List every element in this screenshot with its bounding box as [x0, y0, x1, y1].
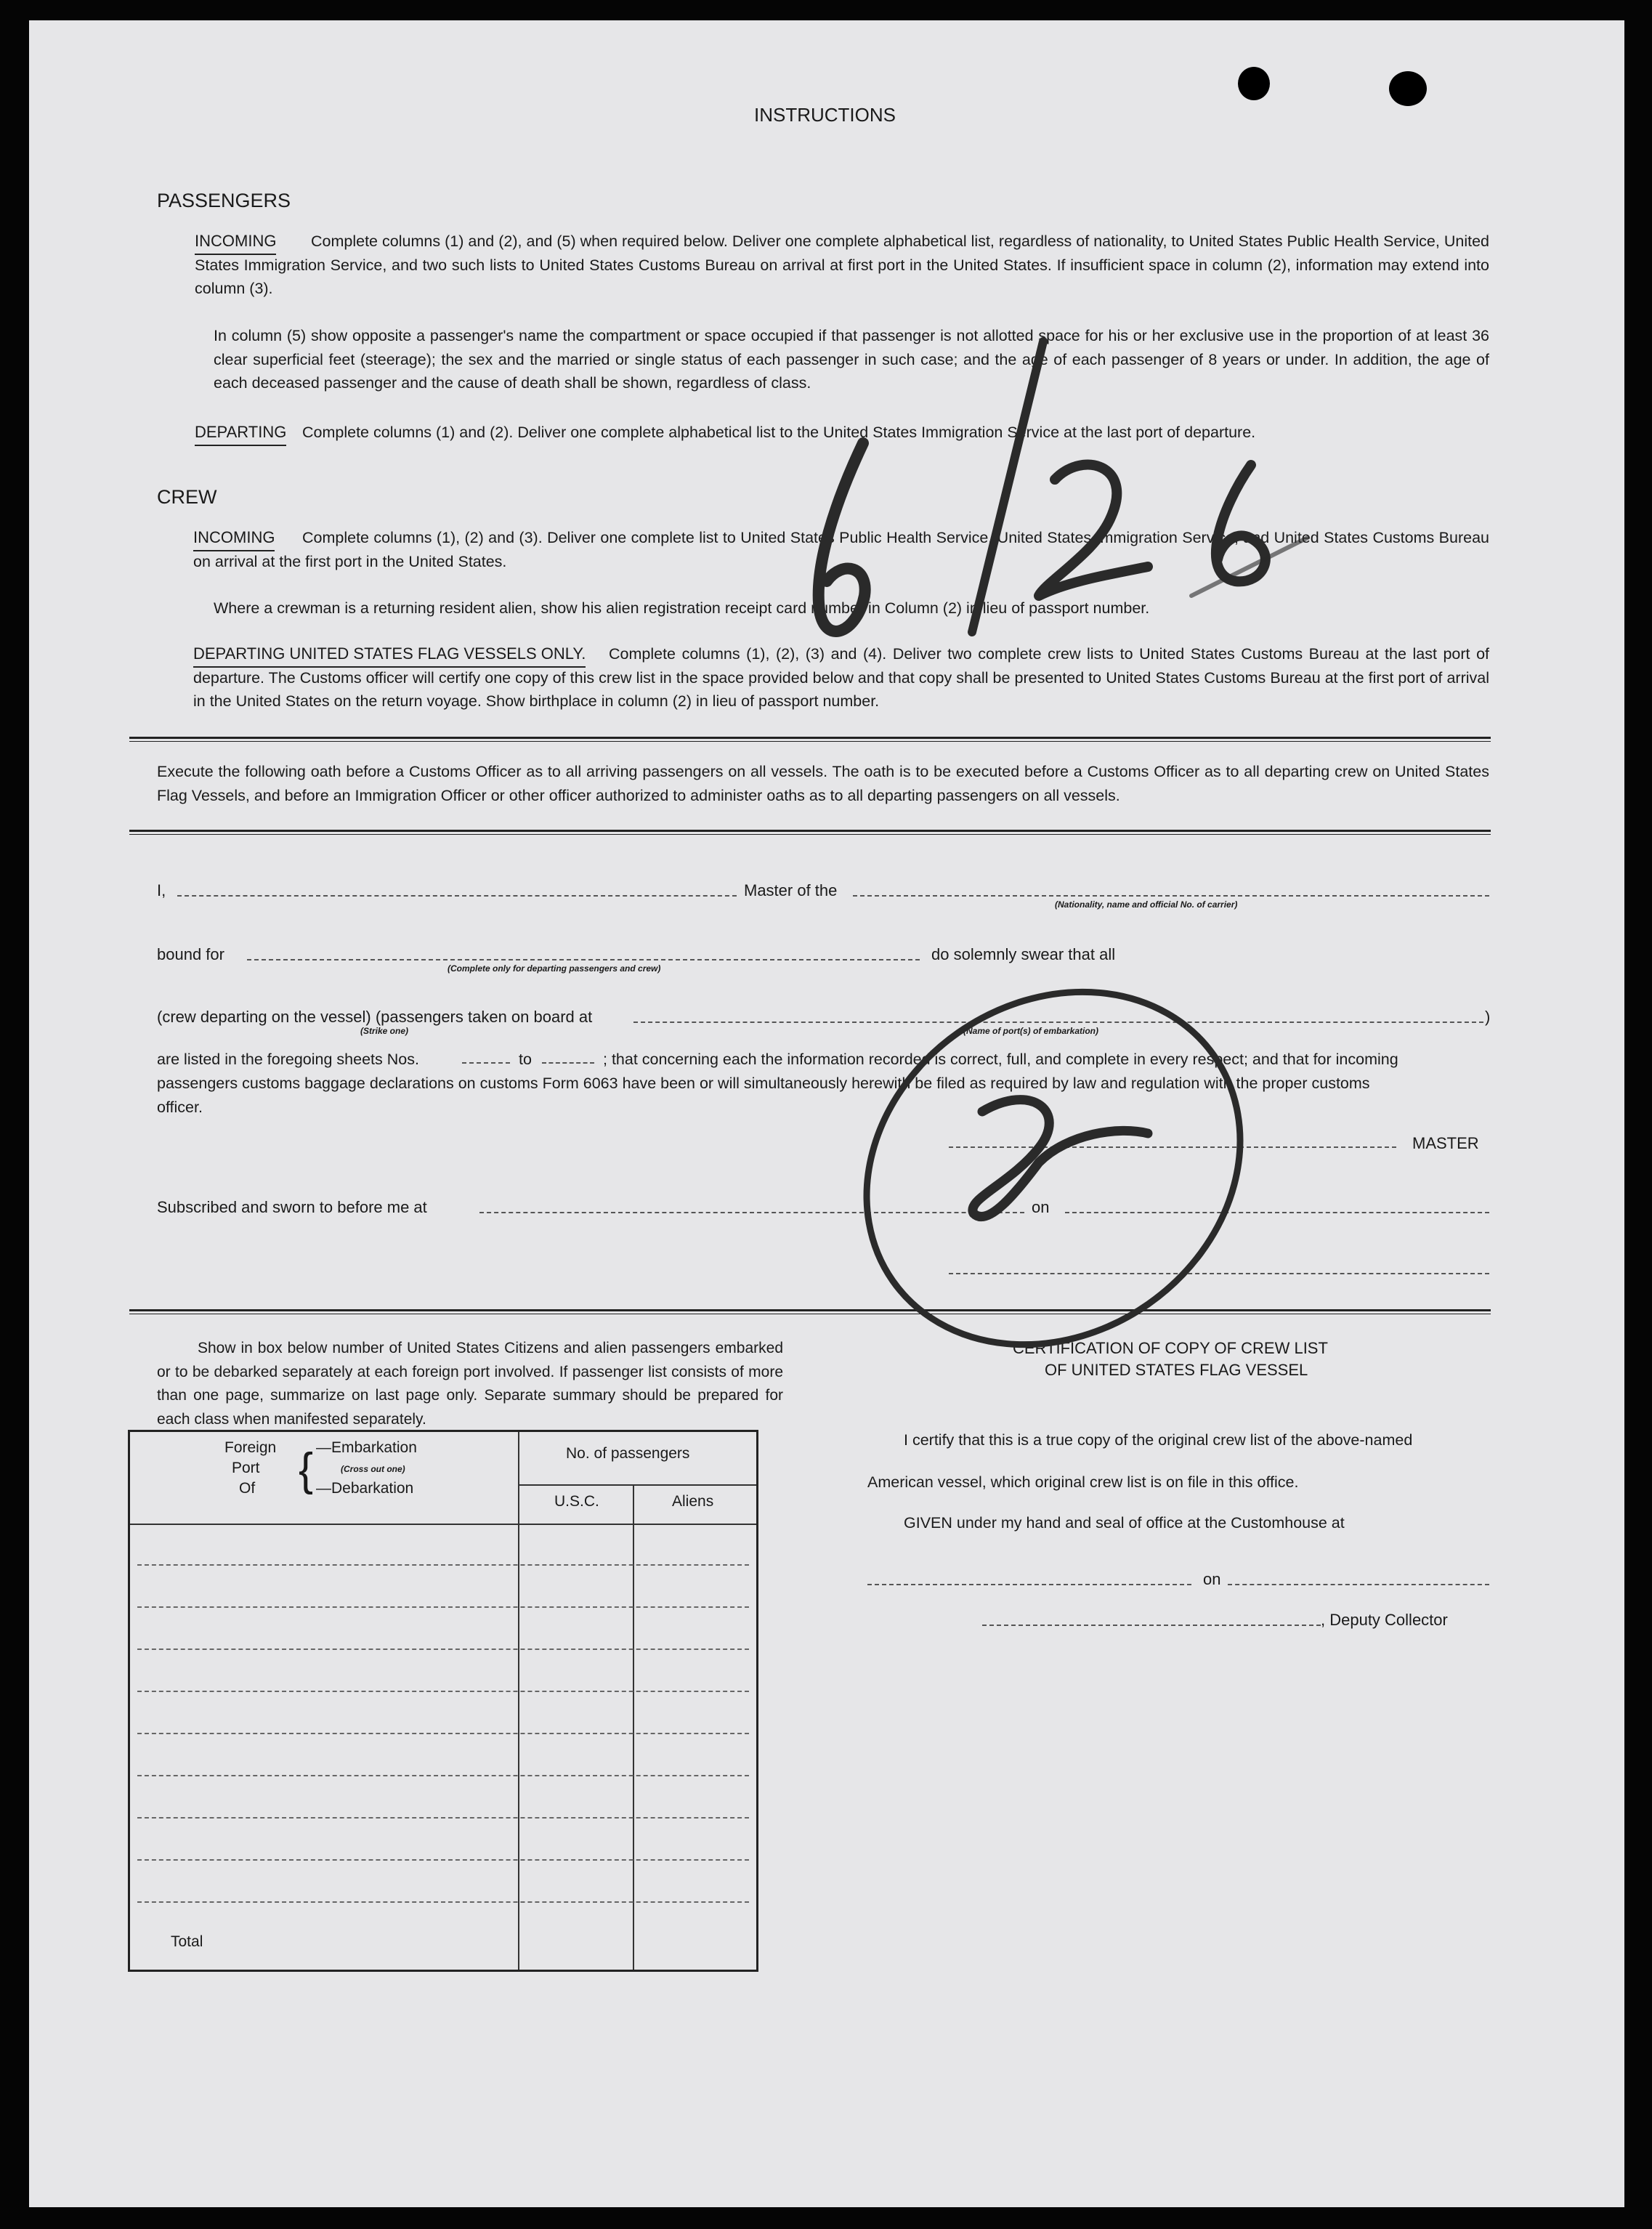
aliens-header: Aliens: [672, 1493, 714, 1510]
handwritten-six: [819, 443, 865, 631]
port-label: Port: [232, 1460, 260, 1476]
summary-instructions: Show in box below number of United States Citizens and alien passengers embarked or to be debarked separately at each foreign port involved. If passenger list consists of more than one page, summarize on last page only. Separate summary should be prepared for each class when manifested separately.: [157, 1340, 783, 1428]
crew-incoming-text-1: Complete columns (1), (2) and (3). Deliver one complete list to United States Public Health Service, United States Immigration Service, and United States Customs Bureau on arrival at the first port in the United States.: [193, 529, 1489, 570]
certification-line-3: GIVEN under my hand and seal of office at the Customhouse at: [904, 1514, 1345, 1532]
crew-incoming-text-2: Where a crewman is a returning resident alien, show his alien registration receipt card number in Column (2) in lieu of passport number.: [214, 599, 1150, 617]
passengers-incoming-label: INCOMING: [195, 230, 276, 255]
certification-on-label: on: [1203, 1570, 1221, 1588]
section-heading-crew: CREW: [157, 486, 217, 508]
listed-label-c: passengers customs baggage declarations on customs Form 6063 have been or will simultaneously herewith be filed as required by law and regulation with the proper customs: [157, 1075, 1370, 1092]
page-title: INSTRUCTIONS: [754, 104, 896, 126]
bound-for-label: bound for: [157, 945, 224, 963]
handwritten-slash: [972, 341, 1043, 632]
passengers-departing-label: DEPARTING: [195, 421, 286, 446]
passengers-incoming-text-2: In column (5) show opposite a passenger's name the compartment or space occupied if that passenger is not allotted space for his or her exclusive use in the proportion of at least 36 clear superficial feet (steerage); the sex and the married or single status of each passenger in such case; and the age of each passenger of 8 years or under. In addition, the age of each deceased passenger and the cause of death shall be shown, regardless of class.: [214, 327, 1489, 392]
subscribed-label: Subscribed and sworn to before me at: [157, 1198, 427, 1216]
handwritten-two: [1039, 465, 1148, 596]
master-label: MASTER: [1412, 1134, 1479, 1152]
listed-label-d: officer.: [157, 1099, 203, 1116]
crew-departing-label-oath: (crew departing on the vessel) (passengers taken on board at: [157, 1008, 593, 1026]
crew-incoming-label: INCOMING: [193, 526, 275, 551]
certification-line-2: American vessel, which original crew list is on file in this office.: [867, 1473, 1299, 1491]
oath-i-label: I,: [157, 881, 166, 899]
crew-departing-label: DEPARTING UNITED STATES FLAG VESSELS ONLY.: [193, 642, 586, 668]
handwritten-stroke: [1191, 538, 1308, 596]
deputy-collector-label: , Deputy Collector: [1321, 1611, 1448, 1629]
certification-title-1: CERTIFICATION OF COPY OF CREW LIST: [1013, 1339, 1328, 1357]
complete-only-note: (Complete only for departing passengers and crew): [448, 963, 661, 974]
nationality-note: (Nationality, name and official No. of carrier): [1055, 899, 1238, 910]
listed-label-a: are listed in the foregoing sheets Nos.: [157, 1051, 419, 1068]
cross-out-note: (Cross out one): [341, 1464, 405, 1474]
ports-note: (Name of port(s) of embarkation): [963, 1026, 1099, 1036]
listed-to-label: to: [519, 1051, 532, 1068]
passengers-incoming-text-1: Complete columns (1) and (2), and (5) when required below. Deliver one complete alphabetical list, regardless of nationality, to United States Public Health Service, United States Immigration Service, and two such lists to United States Customs Bureau on arrival at first port in the United States. If insufficient space in column (2), information may extend into column (3).: [195, 232, 1489, 297]
total-label: Total: [171, 1933, 203, 1950]
of-label: Of: [239, 1480, 256, 1497]
certification-title-2: OF UNITED STATES FLAG VESSEL: [1045, 1361, 1308, 1379]
do-solemnly-label: do solemnly swear that all: [931, 945, 1116, 963]
master-of-the-label: Master of the: [744, 881, 838, 899]
no-of-passengers-header: No. of passengers: [566, 1445, 690, 1462]
section-heading-passengers: PASSENGERS: [157, 190, 291, 211]
listed-label-b: ; that concerning each the information recorded is correct, full, and complete in every respect; and that for incoming: [603, 1051, 1398, 1068]
crew-departing-text-body: Complete columns (1), (2), (3) and (4). Deliver two complete crew lists to United States Customs Bureau at the last port of departure. The Customs officer will certify one copy of this crew list in the space provided below and that copy shall be presented to United States Customs Bureau at the first port of arrival in the United States on the return voyage. Show birthplace in column (2) in lieu of passport number.: [193, 645, 1489, 710]
handwritten-two-circled: [973, 1100, 1148, 1217]
certification-line-1: I certify that this is a true copy of the original crew list of the above-named: [904, 1431, 1413, 1449]
sworn-on-label: on: [1032, 1198, 1050, 1216]
handwritten-circle: [798, 920, 1309, 1416]
embarkation-label: —Embarkation: [316, 1439, 417, 1456]
oath-intro: Execute the following oath before a Customs Officer as to all arriving passengers on all vessels. The oath is to be executed before a Customs Officer as to all departing crew on United States Flag Vessels, and before an Immigration Officer or other officer authorized to administer oaths as to all departing passengers on all vessels.: [157, 763, 1489, 804]
close-paren: ): [1485, 1008, 1491, 1026]
brace-icon: {: [299, 1444, 314, 1495]
debarkation-label: —Debarkation: [316, 1480, 414, 1497]
foreign-label: Foreign: [224, 1439, 277, 1456]
usc-header: U.S.C.: [554, 1493, 599, 1510]
passengers-departing-text: Complete columns (1) and (2). Deliver one complete alphabetical list to the United States Immigration Service at the last port of departure.: [302, 424, 1256, 441]
strike-one-note: (Strike one): [360, 1026, 409, 1036]
